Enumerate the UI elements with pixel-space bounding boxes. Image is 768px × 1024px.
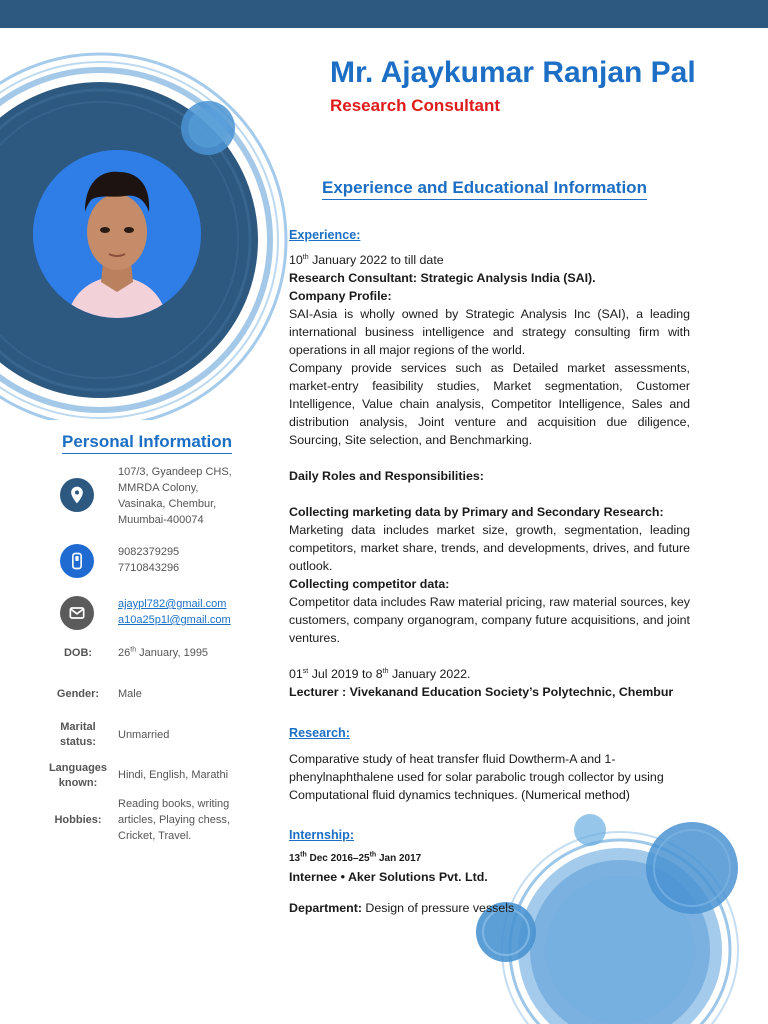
job2-title: Lecturer : Vivekanand Education Society’s Polytechnic, Chembur bbox=[289, 685, 674, 699]
phone-numbers: 9082379295 7710843296 bbox=[118, 546, 180, 574]
research-text: Comparative study of heat transfer fluid Dowtherm-A and 1-phenylnaphthalene used for solar parabolic trough collector by using Computational fluid dynamics techniques. (Numerical method) bbox=[289, 752, 664, 802]
internship-date: 13th Dec 2016–25th Jan 2017 bbox=[289, 851, 422, 864]
address: 107/3, Gyandeep CHS, MMRDA Colony, Vasinaka, Chembur, Muumbai-400074 bbox=[118, 466, 232, 526]
job1-title: Research Consultant: Strategic Analysis India (SAI). bbox=[289, 271, 596, 285]
email-link-1[interactable]: ajaypl782@gmail.com bbox=[118, 598, 227, 610]
company-profile-text-1: SAI-Asia is wholly owned by Strategic Analysis Inc (SAI), a leading international business intelligence and strategy consulting firm with operations in all major regions of the world. bbox=[289, 307, 690, 357]
internship-company: Internee • Aker Solutions Pvt. Ltd. bbox=[289, 870, 488, 884]
roles-heading: Daily Roles and Responsibilities: bbox=[289, 469, 484, 483]
candidate-name: Mr. Ajaykumar Ranjan Pal bbox=[330, 56, 696, 89]
phone-icon bbox=[60, 544, 94, 578]
task2-text: Competitor data includes Raw material pricing, raw material sources, key customers, company organogram, company future acquisitions, and joint ventures. bbox=[289, 595, 690, 645]
marital-value: Unmarried bbox=[118, 729, 170, 741]
job1-date: 10th January 2022 to till date bbox=[289, 253, 444, 267]
languages-value: Hindi, English, Marathi bbox=[118, 769, 229, 781]
research-heading: Research: bbox=[289, 726, 350, 740]
map-pin-icon bbox=[60, 478, 94, 512]
personal-info-title: Personal Information bbox=[62, 432, 232, 454]
company-profile-heading: Company Profile: bbox=[289, 289, 392, 303]
internship-heading: Internship: bbox=[289, 828, 355, 842]
envelope-icon bbox=[60, 596, 94, 630]
company-profile-text-2: Company provide services such as Detailed market assessments, market-entry feasibility studies, Market segmentation, Customer Intelligence, Value chain analysis, Competitor Intelligence, Sales and distribution analysis, Joint venture and acquisition due diligence, Sourcing, Site selection, and Benchmarking. bbox=[289, 361, 690, 447]
email-link-2[interactable]: a10a25p1l@gmail.com bbox=[118, 614, 231, 626]
candidate-role: Research Consultant bbox=[330, 96, 501, 115]
task1-text: Marketing data includes market size, growth, segmentation, leading competitors, market share, trends, and developments, drives, and future outlook. bbox=[289, 523, 690, 573]
gender-value: Male bbox=[118, 688, 142, 700]
experience-heading: Experience: bbox=[289, 228, 361, 242]
languages-label: Languages known: bbox=[48, 762, 108, 789]
hobbies-value: Reading books, writing articles, Playing chess, Cricket, Travel. bbox=[118, 798, 230, 842]
hobbies-label: Hobbies: bbox=[54, 814, 102, 826]
task2-heading: Collecting competitor data: bbox=[289, 577, 450, 591]
research-section bbox=[289, 724, 690, 804]
email-list bbox=[118, 596, 231, 628]
job2-date: 01st Jul 2019 to 8th January 2022. bbox=[289, 667, 471, 681]
gender-label: Gender: bbox=[56, 688, 100, 700]
top-banner bbox=[0, 0, 768, 28]
dob-value: 26th January, 1995 bbox=[118, 646, 209, 659]
marital-label: Marital status: bbox=[59, 721, 97, 748]
experience-section bbox=[289, 226, 690, 701]
internship-department: Department: Design of pressure vessels bbox=[289, 901, 515, 915]
dob-label: DOB: bbox=[63, 647, 93, 659]
section-title: Experience and Educational Information bbox=[322, 178, 647, 200]
profile-photo bbox=[33, 150, 201, 318]
task1-heading: Collecting marketing data by Primary and Secondary Research: bbox=[289, 505, 664, 519]
internship-section bbox=[289, 826, 690, 917]
